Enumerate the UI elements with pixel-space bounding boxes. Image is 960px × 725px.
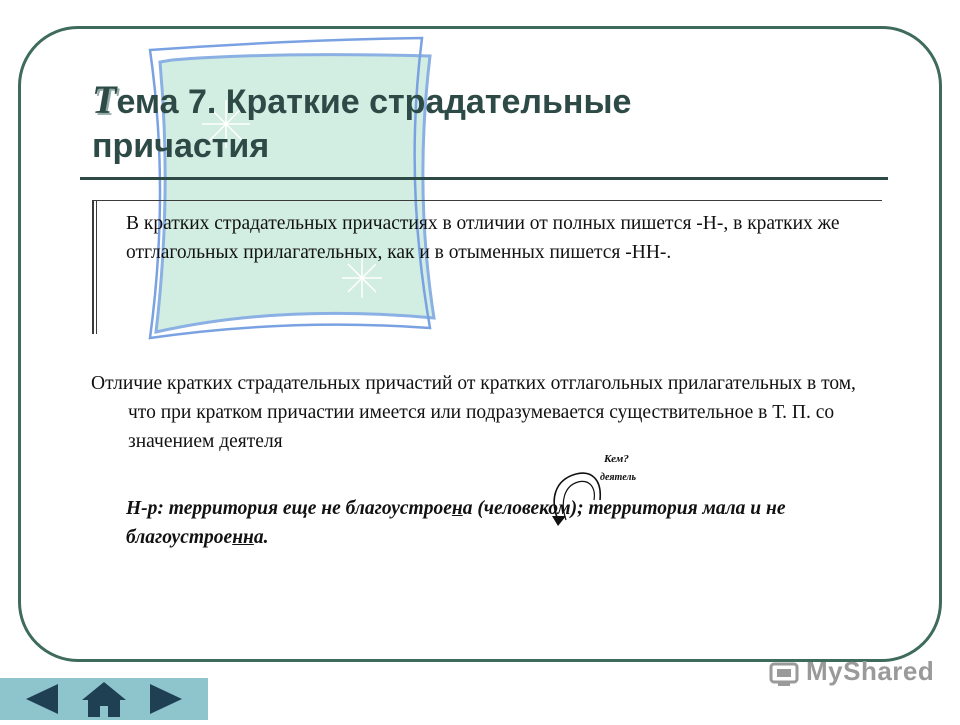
arrow-right-icon (138, 678, 202, 720)
title-initial-letter: Т (92, 77, 117, 122)
home-button[interactable] (72, 678, 136, 720)
annotation-label: деятель (600, 472, 637, 483)
forward-button[interactable] (138, 678, 202, 720)
example-underlined-nn: нн (232, 527, 254, 548)
example-sentence (126, 494, 886, 552)
difference-paragraph: Отличие кратких страдательных причастий от кратких отглагольных прилагательных в том, что при кратком причастии имеется или подразумевается существительное в Т. П. со значением деятеля (91, 373, 856, 452)
watermark-text: MyShared (806, 656, 935, 686)
bracket-left-line (92, 200, 94, 334)
bracket-top-line (92, 200, 882, 201)
watermark-logo-icon (768, 658, 802, 688)
rule-paragraph: В кратких страдательных причастиях в отличии от полных пишется -Н-, в кратких же отглагольных прилагательных, как и в отыменных пишется -НН-. (126, 213, 840, 263)
title-underline (80, 177, 888, 180)
example-middle: а (человеком); территория мала и не благоустрое (126, 498, 786, 548)
navigation-bar (0, 678, 208, 720)
example-suffix: а. (253, 527, 269, 548)
bracket-left-line-inner (96, 200, 97, 334)
slide-title (92, 78, 631, 168)
example-prefix: Н-р: территория еще не благоустрое (126, 498, 452, 519)
home-icon (72, 678, 136, 720)
title-line2: причастия (92, 127, 270, 165)
back-button[interactable] (6, 678, 70, 720)
annotation-question: Кем? (604, 453, 629, 465)
arrow-left-icon (6, 678, 70, 720)
title-line1: ема 7. Краткие страдательные (116, 83, 632, 121)
example-underlined-n: н (451, 498, 463, 519)
